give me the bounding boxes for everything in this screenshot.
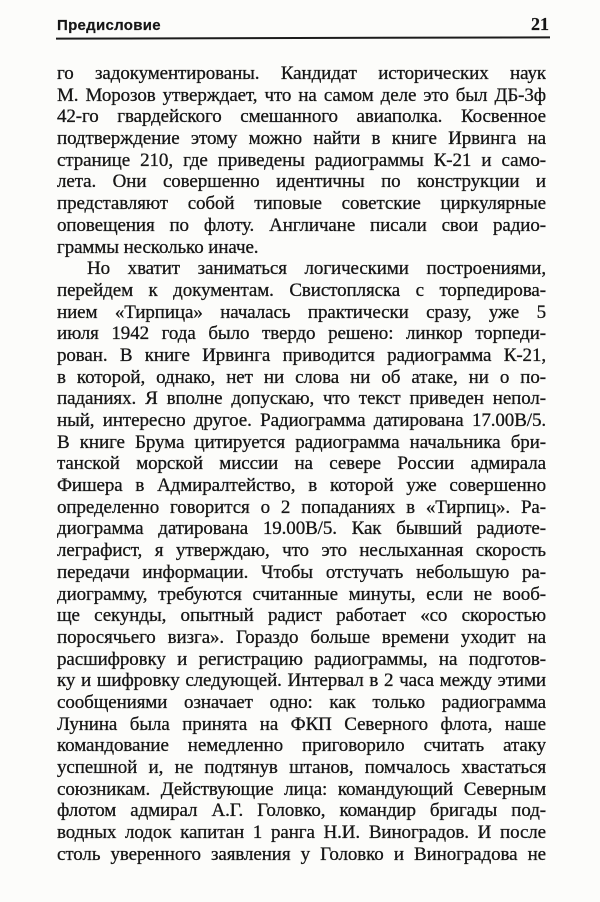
text-line: го задокументированы. Кандидат исторических наук <box>57 63 546 84</box>
header-rule <box>56 36 550 39</box>
text-line: нием «Тирпица» началась практически сразу, уже 5 <box>57 301 546 323</box>
running-head-title: Предисловие <box>57 17 161 34</box>
text-line: союзникам. Действующие лица: командующий Северным <box>57 778 546 800</box>
page-header <box>57 14 549 35</box>
text-block <box>57 63 546 865</box>
text-line: Но хватит заниматься логическими построениями, <box>87 258 546 280</box>
text-line: лета. Они совершенно идентичны по конструкции и <box>57 171 546 193</box>
text-line: М. Морозов утверждает, что на самом деле это был ДБ-3ф <box>57 84 546 106</box>
text-line: леграфист, я утверждаю, что это неслыханная скорость <box>57 540 546 562</box>
text-line: рован. В книге Ирвинга приводится радиограмма К-21, <box>57 344 546 366</box>
text-line: В книге Брума цитируется радиограмма начальника бри- <box>57 431 546 453</box>
text-line: оповещения по флоту. Англичане писали свои радио- <box>57 214 546 236</box>
text-line: граммы несколько иначе. <box>57 236 259 258</box>
text-line: командование немедленно приговорило считать атаку <box>57 735 546 757</box>
text-line: ный, интересно другое. Радиограмма датирована 17.00В/5. <box>57 410 546 431</box>
text-line: странице 210, где приведены радиограммы К-21 и само- <box>57 149 546 171</box>
text-line: подтверждение этому можно найти в книге Ирвинга на <box>57 128 546 150</box>
text-line: расшифровку и регистрацию радиограммы, на подготов- <box>57 648 546 670</box>
text-line: столь уверенного заявления у Головко и Виноградова не <box>57 843 546 865</box>
text-line: успешной и, не подтянув штанов, помчалось хвастаться <box>57 757 546 778</box>
text-line: поросячьего визга». Гораздо больше времени уходит на <box>57 626 546 648</box>
text-line: танской морской миссии на севере России адмирала <box>57 453 546 475</box>
text-line: Лунина была принята на ФКП Северного флота, наше <box>57 713 546 735</box>
text-line: паданиях. Я вполне допускаю, что текст приведен непол- <box>57 388 546 410</box>
text-line: водных лодок капитан 1 ранга Н.И. Виноградов. И после <box>57 822 546 844</box>
text-line: диограмма датирована 19.00В/5. Как бывший радиоте- <box>57 518 546 540</box>
text-line: сообщениями означает одно: как только радиограмма <box>57 691 546 713</box>
text-line: Фишера в Адмиралтейство, в которой уже совершенно <box>57 475 546 497</box>
text-line: определенно говорится о 2 попаданиях в «Тирпиц». Ра- <box>57 496 546 518</box>
text-line: диограмму, требуются считанные минуты, если не вооб- <box>57 583 546 605</box>
page-number: 21 <box>531 14 549 34</box>
text-line: представляют собой типовые советские циркулярные <box>57 193 546 215</box>
text-line: перейдем к документам. Свистопляска с торпедирова- <box>57 279 546 301</box>
text-line: передачи информации. Чтобы отстучать небольшую ра- <box>57 561 546 583</box>
text-line: 42-го гвардейского смешанного авиаполка. Косвенное <box>57 106 546 128</box>
text-line: ку и шифровку следующей. Интервал в 2 часа между этими <box>57 670 546 692</box>
text-line: в которой, однако, нет ни слова ни об атаке, ни о по- <box>57 366 546 388</box>
text-line: флотом адмирал А.Г. Головко, командир бригады под- <box>57 800 546 822</box>
text-line: ще секунды, опытный радист работает «со скоростью <box>57 605 546 627</box>
text-line: июля 1942 года было твердо решено: линкор торпеди- <box>57 323 546 345</box>
